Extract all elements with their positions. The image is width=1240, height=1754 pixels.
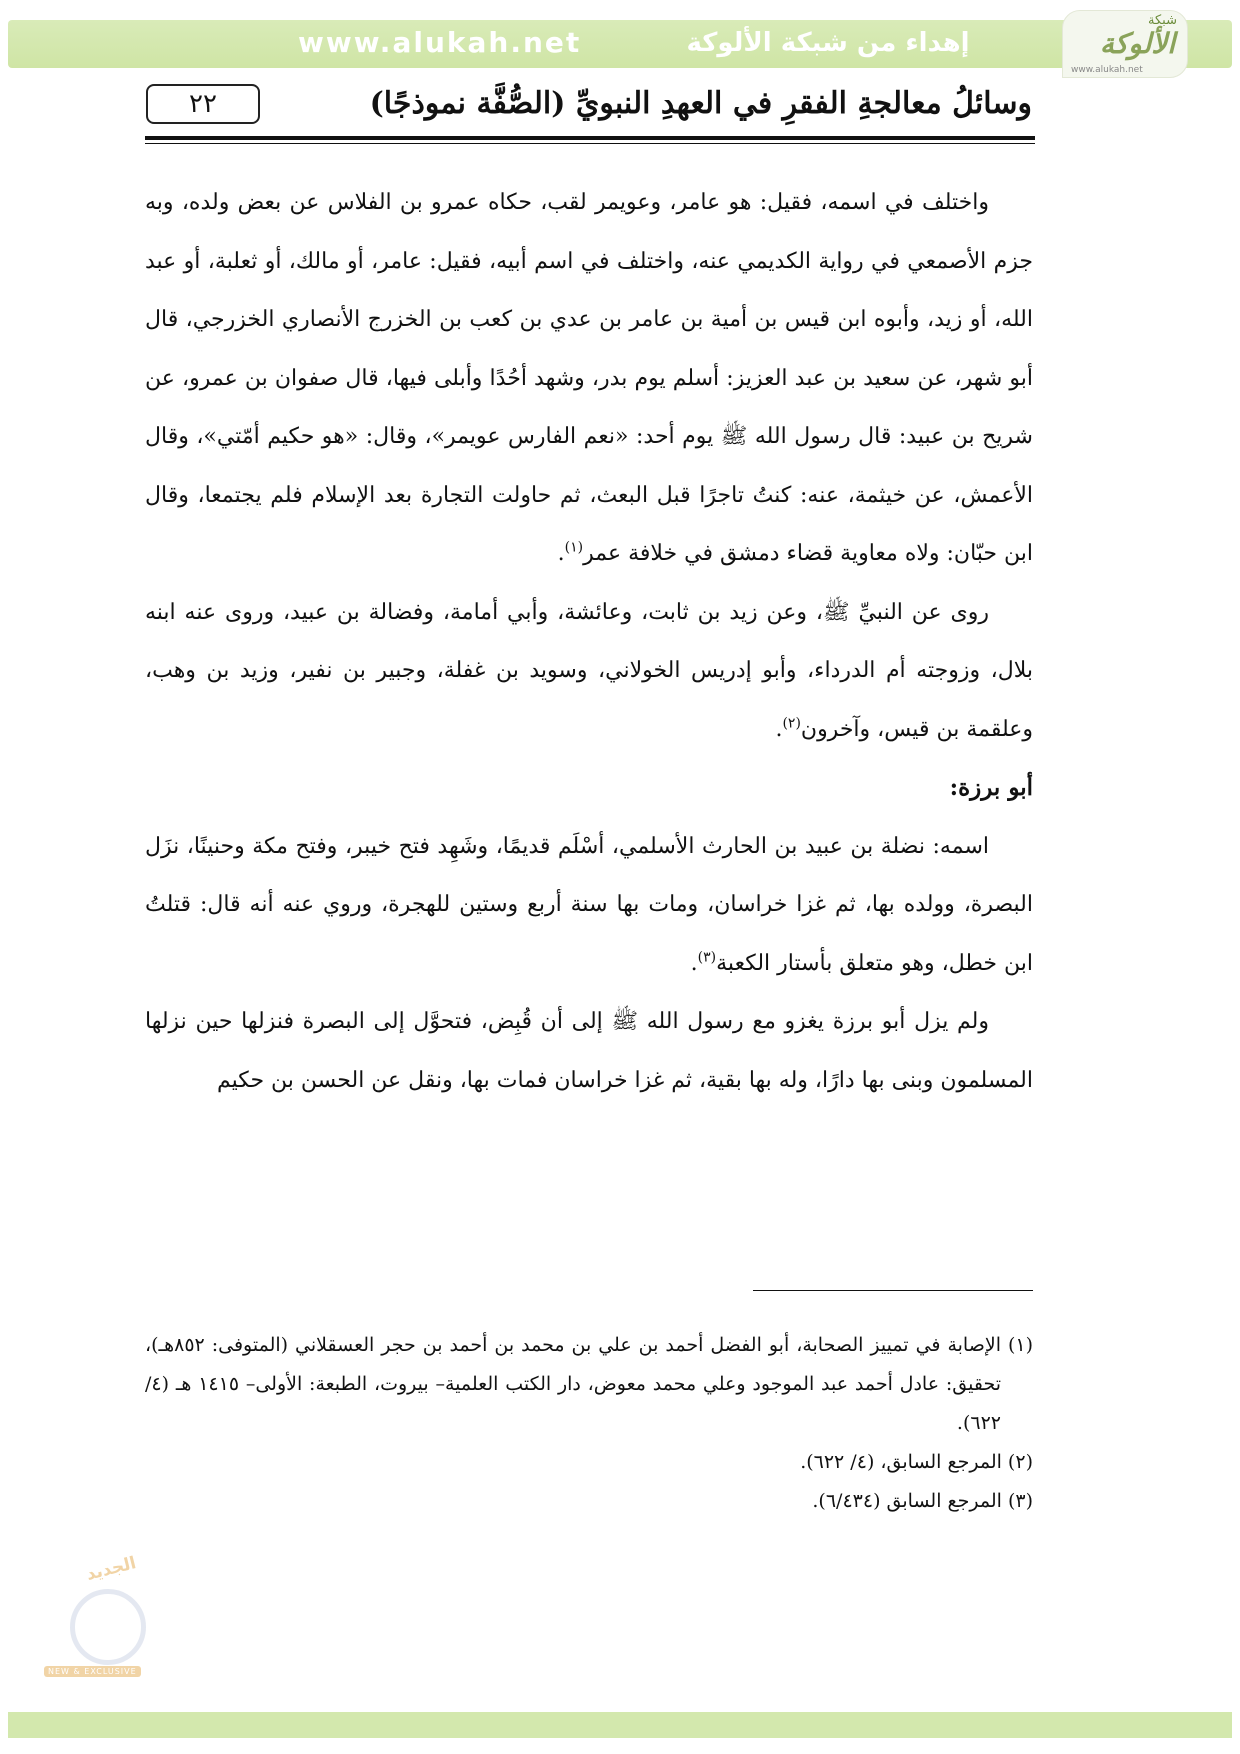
paragraph bbox=[145, 174, 1033, 584]
footnote: (١) الإصابة في تمييز الصحابة، أبو الفضل أحمد بن علي بن محمد بن أحمد بن حجر العسقلاني (المتوفى: ٨٥٢هـ)، تحقيق: عادل أحمد عبد الموجود وعلي محمد معوض، دار الكتب العلمية– بيروت، الطبعة: الأولى– ١٤١٥ هـ (٤/ ٦٢٢). bbox=[145, 1334, 1033, 1434]
header-divider-thin bbox=[145, 143, 1035, 144]
paragraph bbox=[145, 993, 1033, 1110]
banner-tagline: إهداء من شبكة الألوكة bbox=[686, 28, 970, 58]
footnote-ref: (٢) bbox=[782, 715, 801, 732]
paragraph-end: . bbox=[775, 716, 783, 742]
main-text bbox=[145, 174, 1033, 1110]
footnotes bbox=[145, 1326, 1033, 1521]
paragraph bbox=[145, 584, 1033, 760]
banner-url: www.alukah.net bbox=[298, 26, 582, 59]
bottom-band bbox=[8, 1712, 1232, 1738]
alukah-logo bbox=[1062, 10, 1188, 78]
paragraph-text: اسمه: نضلة بن عبيد بن الحارث الأسلمي، أسْلَم قديمًا، وشَهِد فتح خيبر، وفتح مكة وحنينًا، نزَل البصرة، وولده بها، ثم غزا خراسان، ومات بها سنة أربع وستين للهجرة، وروي عنه أنه قال: قتلتُ ابن خطل، وهو متعلق بأستار الكعبة bbox=[145, 833, 1033, 976]
logo-main-text: الألوكة bbox=[1099, 27, 1175, 60]
paragraph-text: روى عن النبيِّ ﷺ، وعن زيد بن ثابت، وعائشة، وأبي أمامة، وفضالة بن عبيد، وروى عنه ابنه بلال، وزوجته أم الدرداء، وأبو إدريس الخولاني، وسويد بن غفلة، وجبير بن نفير، وزيد بن وهب، وعلقمة بن قيس، وآخرون bbox=[145, 599, 1033, 742]
new-exclusive-badge bbox=[30, 1555, 180, 1695]
top-banner bbox=[8, 20, 1232, 68]
paragraph-end: . bbox=[557, 541, 565, 566]
badge-circle-icon bbox=[70, 1589, 146, 1665]
footnote-ref: (٣) bbox=[697, 949, 717, 966]
footnote: (٢) المرجع السابق، (٤/ ٦٢٢). bbox=[800, 1451, 1033, 1473]
paragraph-text: واختلف في اسمه، فقيل: هو عامر، وعويمر لقب، حكاه عمرو بن الفلاس عن بعض ولده، وبه جزم الأصمعي في رواية الكديمي عنه، واختلف في اسم أبيه، فقيل: عامر، أو مالك، أو ثعلبة، أو عبد الله، أو زيد، وأبوه ابن قيس بن أمية بن عامر بن عدي بن كعب بن الخزرج الأنصاري الخزرجي، قال أبو شهر، عن سعيد بن عبد العزيز: أسلم يوم بدر، وشهد أحُدًا وأبلى فيها، قال صفوان بن عمرو، عن شريح بن عبيد: قال رسول الله ﷺ يوم أحد: «نعم الفارس عويمر»، وقال: «هو حكيم أمّتي»، وقال الأعمش، عن خيثمة، عنه: كنتُ تاجرًا قبل البعث، ثم حاولت التجارة بعد الإسلام فلم يجتمعا، وقال ابن حبّان: ولاه معاوية قضاء دمشق في خلافة عمر bbox=[145, 190, 1033, 566]
logo-url-text: www.alukah.net bbox=[1071, 65, 1143, 75]
page-number: ٢٢ bbox=[146, 84, 260, 124]
footnote: (٣) المرجع السابق (٦/٤٣٤). bbox=[812, 1490, 1033, 1512]
page-title: وسائلُ معالجةِ الفقرِ في العهدِ النبويِّ (الصُّفَّة نموذجًا) bbox=[369, 86, 1032, 121]
section-heading: أبو برزة: bbox=[949, 774, 1033, 801]
footnote-divider bbox=[753, 1290, 1033, 1291]
paragraph-text: ولم يزل أبو برزة يغزو مع رسول الله ﷺ إلى أن قُبِض، فتحوَّل إلى البصرة فنزلها حين نزلها المسلمون وبنى بها دارًا، وله بها بقية، ثم غزا خراسان فمات بها، ونقل عن الحسن بن حكيم bbox=[145, 1009, 1033, 1093]
badge-word: الجديد bbox=[84, 1553, 139, 1585]
logo-small-text: شبكة bbox=[1148, 13, 1177, 28]
paragraph-end: . bbox=[690, 950, 698, 976]
header-divider-thick bbox=[145, 136, 1035, 140]
badge-caption: NEW & EXCLUSIVE bbox=[44, 1666, 141, 1677]
footnote-ref: (١) bbox=[564, 539, 584, 556]
paragraph bbox=[145, 818, 1033, 994]
